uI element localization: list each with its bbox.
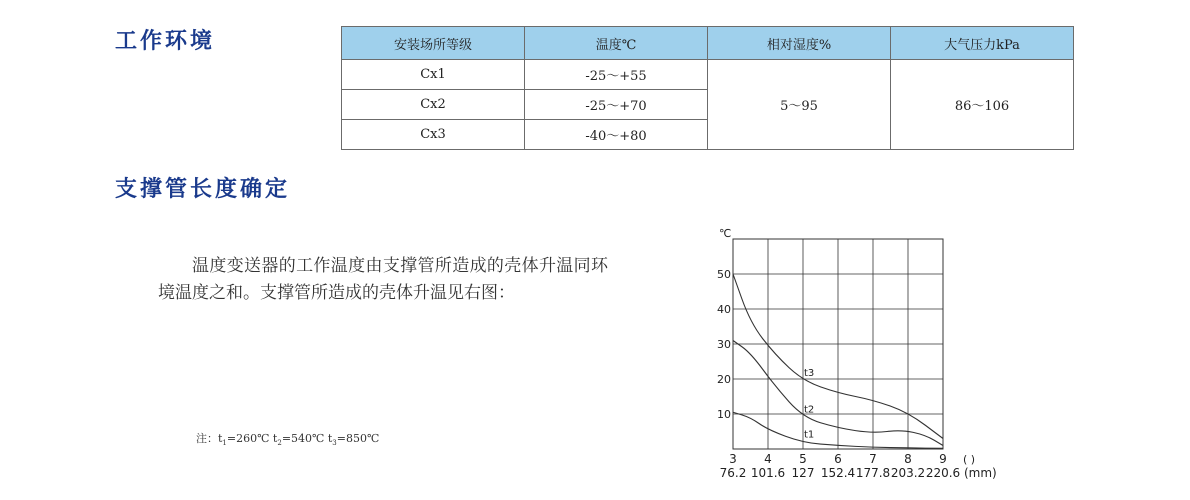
x-tick-label: 3	[729, 452, 737, 466]
mm-tick-label: 101.6	[750, 466, 786, 480]
section-title-support-tube: 支撑管长度确定	[115, 177, 291, 202]
temp-cell: -25～+70	[525, 90, 708, 120]
x-axis-label: ( )	[963, 453, 976, 466]
mm-unit-label: (mm)	[964, 466, 997, 480]
grade-cell: Cx1	[342, 60, 525, 90]
y-tick-label: 20	[717, 373, 731, 386]
series-label-t3: t3	[804, 367, 815, 379]
x-tick-label: 7	[869, 452, 877, 466]
mm-tick-label: 220.6	[925, 466, 961, 480]
x-tick-label: 8	[904, 452, 912, 466]
series-label-t2: t2	[804, 404, 815, 416]
description-paragraph	[158, 253, 608, 307]
y-tick-label: 10	[717, 408, 731, 421]
note-t3: $t_3=850℃$	[327, 432, 380, 448]
y-axis-label: ℃	[719, 227, 732, 240]
grade-cell: Cx2	[342, 90, 525, 120]
series-label-t1: t1	[804, 429, 815, 441]
header-pressure: 大气压力kPa	[891, 27, 1074, 60]
x-tick-label: 4	[764, 452, 772, 466]
table-header-row	[342, 27, 1074, 60]
note-t2: $t_2=540℃$	[272, 432, 325, 448]
note-prefix: 注：	[196, 432, 218, 445]
header-humidity: 相对湿度%	[708, 27, 891, 60]
y-tick-label: 50	[717, 268, 731, 281]
description-text: 温度变送器的工作温度由支撑管所造成的壳体升温同环境温度之和。支撑管所造成的壳体升温见右图：	[158, 256, 608, 303]
mm-tick-label: 177.8	[855, 466, 891, 480]
mm-tick-label: 76.2	[719, 466, 747, 480]
x-tick-label: 5	[799, 452, 807, 466]
header-temperature: 温度℃	[525, 27, 708, 60]
table-row	[342, 60, 1074, 90]
pressure-cell: 86～106	[891, 60, 1074, 150]
temperature-note	[196, 430, 379, 447]
mm-tick-label: 203.2	[890, 466, 926, 480]
humidity-cell: 5～95	[708, 60, 891, 150]
temp-cell: -40～+80	[525, 120, 708, 150]
note-t1: $t_1=260℃$	[218, 432, 270, 448]
mm-tick-label: 152.4	[820, 466, 856, 480]
header-install-grade: 安装场所等级	[342, 27, 525, 60]
temp-cell: -25～+55	[525, 60, 708, 90]
y-tick-label: 30	[717, 338, 731, 351]
section-title-work-environment: 工作环境	[115, 29, 216, 54]
housing-temperature-chart	[690, 222, 1020, 487]
grade-cell: Cx3	[342, 120, 525, 150]
y-tick-label: 40	[717, 303, 731, 316]
mm-tick-label: 127	[791, 466, 815, 480]
x-tick-label: 6	[834, 452, 842, 466]
x-tick-label: 9	[939, 452, 947, 466]
environment-table	[341, 26, 1074, 150]
